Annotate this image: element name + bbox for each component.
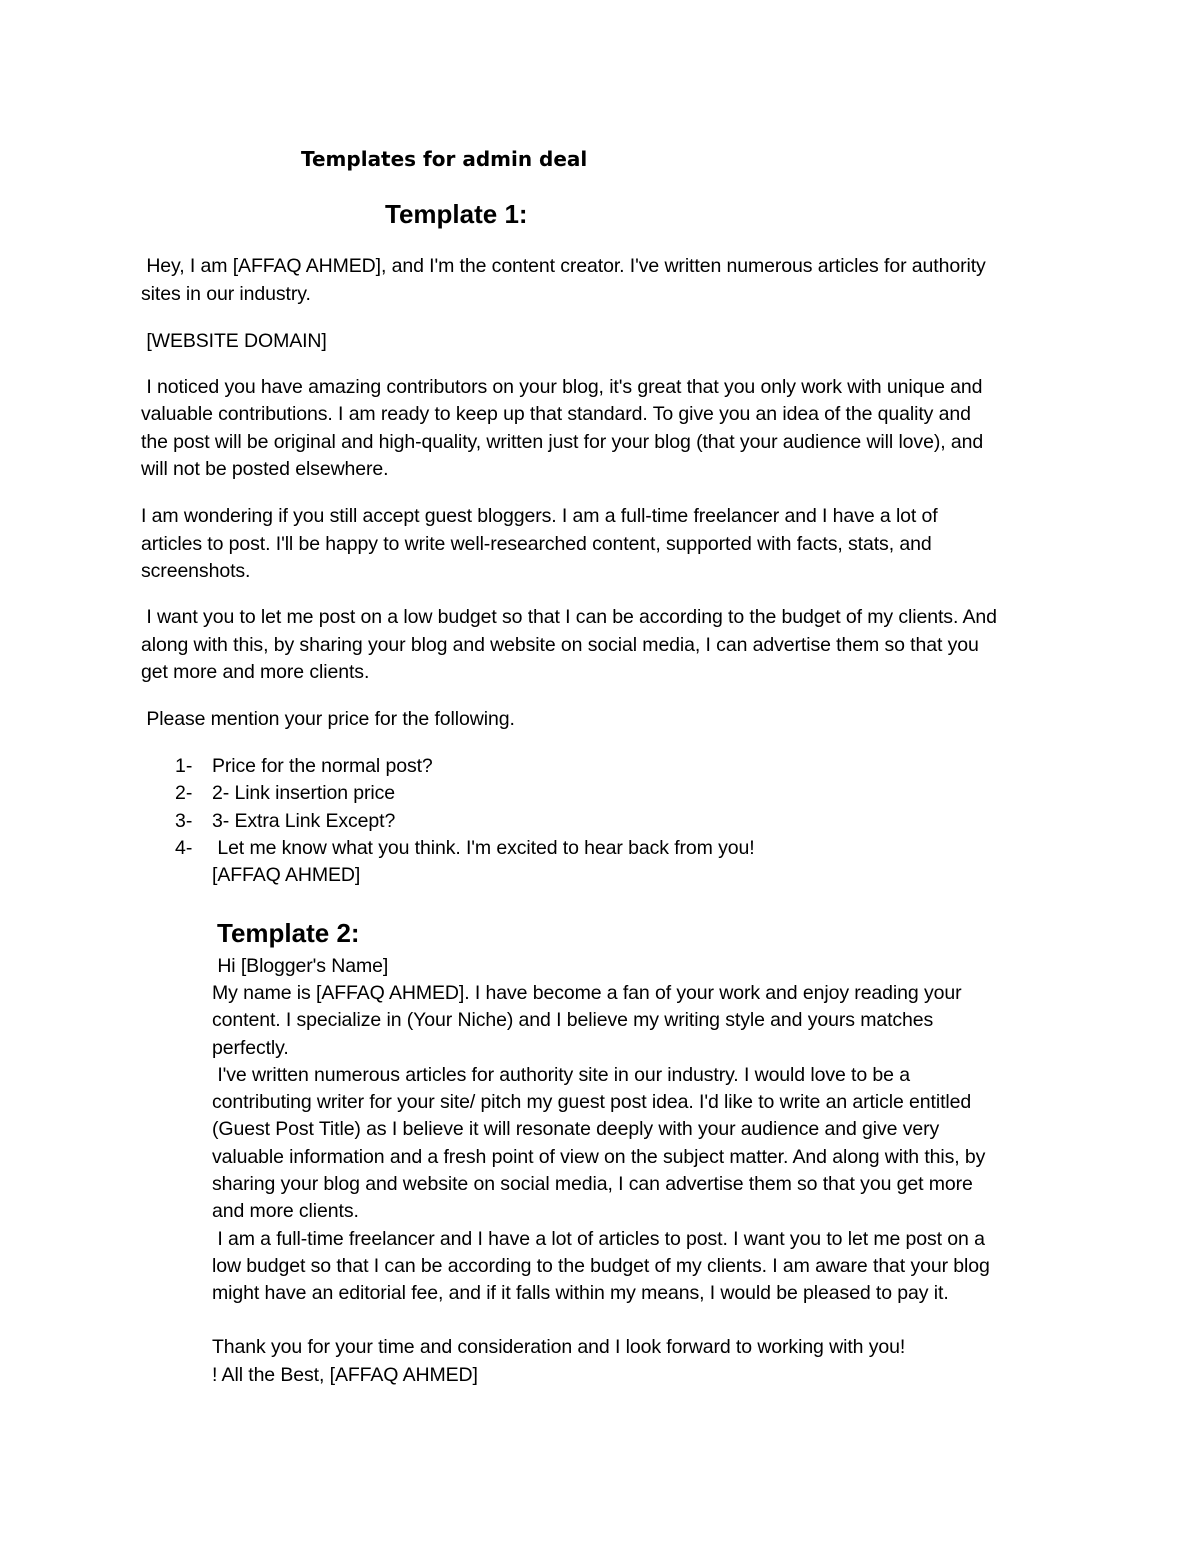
- template-2-signoff: ! All the Best, [AFFAQ AHMED]: [212, 1364, 478, 1386]
- template-1-intro-line: Hey, I am [AFFAQ AHMED], and I'm the content creator. I've written numerous articles for authority: [141, 255, 986, 277]
- template-1-paragraph-3-line: along with this, by sharing your blog and website on social media, I can advertise them so that you: [141, 634, 979, 656]
- template-1-signature: [AFFAQ AHMED]: [212, 864, 361, 886]
- template-2-line: I've written numerous articles for authority site in our industry. I would love to be a: [212, 1064, 910, 1086]
- list-item-number: 2-: [175, 782, 193, 804]
- template-1-paragraph-2-line: screenshots.: [141, 560, 251, 582]
- template-1-paragraph-1-line: the post will be original and high-quality, written just for your blog (that your audience will love), and: [141, 431, 984, 453]
- template-2-line: low budget so that I can be according to the budget of my clients. I am aware that your blog: [212, 1255, 990, 1277]
- template-1-heading: Template 1:: [385, 199, 528, 229]
- template-2-line: (Guest Post Title) as I believe it will resonate deeply with your audience and give very: [212, 1118, 940, 1140]
- template-2-line: sharing your blog and website on social media, I can advertise them so that you get more: [212, 1173, 973, 1195]
- list-item-number: 1-: [175, 755, 193, 777]
- template-2-line: contributing writer for your site/ pitch my guest post idea. I'd like to write an article entitled: [212, 1091, 972, 1113]
- template-1-paragraph-1-line: will not be posted elsewhere.: [141, 458, 389, 480]
- template-2-heading: Template 2:: [217, 918, 360, 948]
- list-item-number: 4-: [175, 837, 193, 859]
- list-item-number: 3-: [175, 810, 193, 832]
- template-1-paragraph-3-line: I want you to let me post on a low budget so that I can be according to the budget of my clients. And: [141, 606, 997, 628]
- list-item-text: Let me know what you think. I'm excited to hear back from you!: [212, 837, 755, 859]
- template-1-paragraph-2-line: I am wondering if you still accept guest bloggers. I am a full-time freelancer and I have a lot of: [141, 505, 938, 527]
- template-1-paragraph-1-line: valuable contributions. I am ready to keep up that standard. To give you an idea of the quality and: [141, 403, 971, 425]
- template-2-line: and more clients.: [212, 1200, 359, 1222]
- template-2-closing-line: Thank you for your time and consideration and I look forward to working with you!: [212, 1336, 906, 1358]
- list-item-text: Price for the normal post?: [212, 755, 433, 777]
- template-2-line: perfectly.: [212, 1037, 289, 1059]
- template-2-line: valuable information and a fresh point of view on the subject matter. And along with this, by: [212, 1146, 986, 1168]
- template-1-paragraph-1-line: I noticed you have amazing contributors on your blog, it's great that you only work with unique and: [141, 376, 983, 398]
- template-1-domain-line: [WEBSITE DOMAIN]: [141, 330, 327, 352]
- list-item-text: 3- Extra Link Except?: [212, 810, 396, 832]
- list-item-text: 2- Link insertion price: [212, 782, 396, 804]
- template-2-line: I am a full-time freelancer and I have a lot of articles to post. I want you to let me post on a: [212, 1228, 985, 1250]
- template-1-price-prompt: Please mention your price for the following.: [141, 708, 515, 730]
- template-1-paragraph-2-line: articles to post. I'll be happy to write well-researched content, supported with facts, stats, and: [141, 533, 932, 555]
- template-1-paragraph-3-line: get more and more clients.: [141, 661, 370, 683]
- document-title: Templates for admin deal: [301, 147, 588, 171]
- template-2-line: My name is [AFFAQ AHMED]. I have become a fan of your work and enjoy reading your: [212, 982, 962, 1004]
- template-2-line: might have an editorial fee, and if it falls within my means, I would be pleased to pay it.: [212, 1282, 949, 1304]
- template-1-intro-line: sites in our industry.: [141, 283, 311, 305]
- template-2-line: Hi [Blogger's Name]: [212, 955, 389, 977]
- template-2-line: content. I specialize in (Your Niche) and I believe my writing style and yours matches: [212, 1009, 934, 1031]
